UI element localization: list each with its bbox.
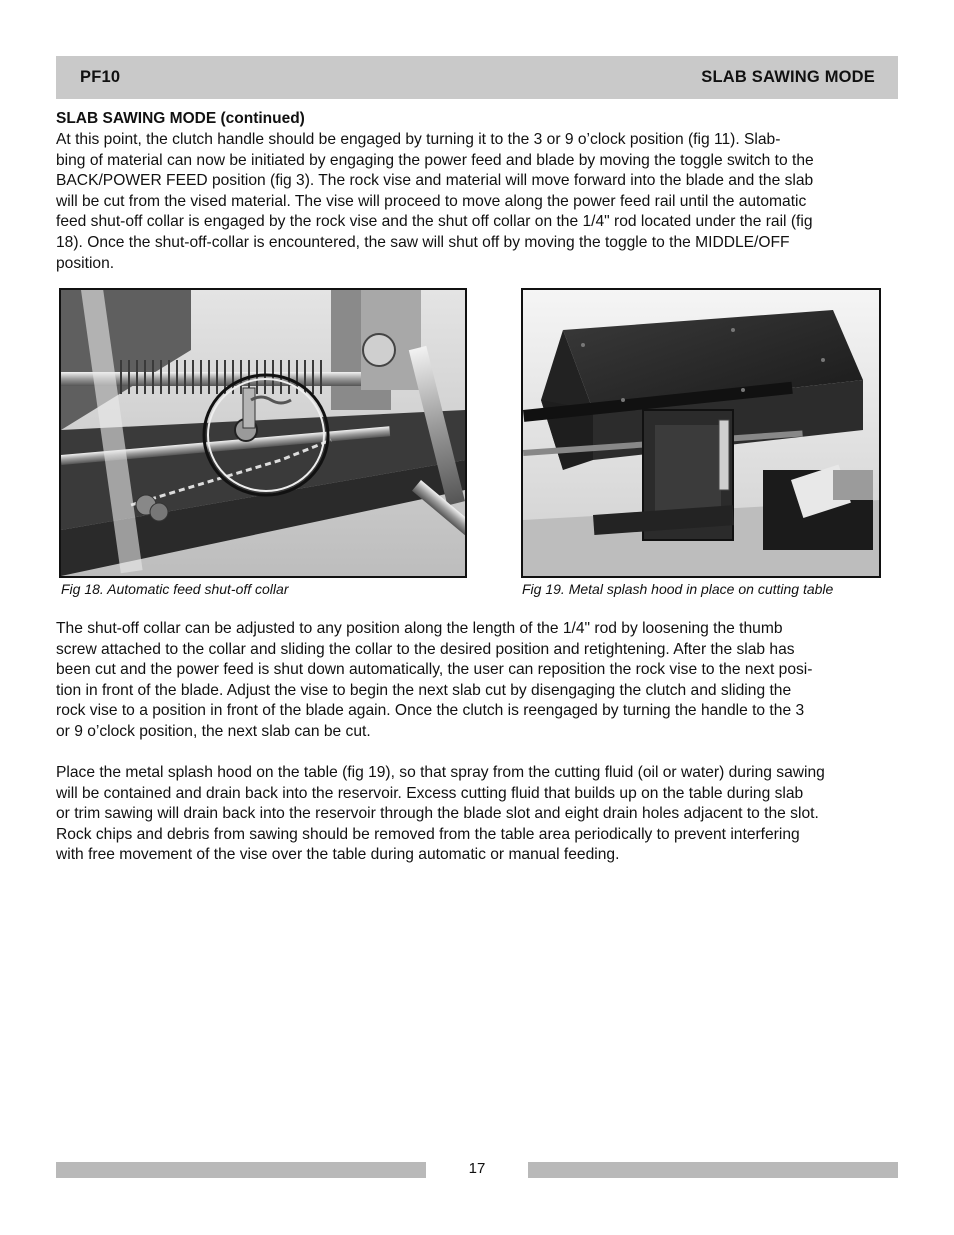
paragraph-line: rock vise to a position in front of the blade again. Once the clutch is reengaged by turning the handle to the 3 — [56, 702, 805, 720]
fig19-photo — [521, 288, 881, 578]
fig18-caption: Fig 18. Automatic feed shut-off collar — [61, 581, 289, 597]
model-label: PF10 — [80, 68, 121, 86]
shut-off-collar-illustration — [61, 290, 465, 576]
paragraph-line: position. — [56, 254, 115, 272]
page-number: 17 — [468, 1160, 486, 1177]
fig18-photo — [59, 288, 467, 578]
splash-hood-illustration — [523, 290, 879, 576]
paragraph-line: 18). Once the shut-off-collar is encountered, the saw will shut off by moving the toggle to the MIDDLE/OFF — [56, 233, 790, 251]
paragraph-line: been cut and the power feed is shut down automatically, the user can reposition the rock vise to the next posi- — [56, 661, 813, 679]
paragraph-line: will be cut from the vised material. The vise will proceed to move along the power feed rail until the automatic — [56, 192, 807, 210]
fig19-caption: Fig 19. Metal splash hood in place on cutting table — [522, 581, 834, 597]
section-header-label: SLAB SAWING MODE — [701, 68, 875, 86]
paragraph-line: tion in front of the blade. Adjust the vise to begin the next slab cut by disengaging the clutch and sliding the — [56, 681, 792, 699]
section-title: SLAB SAWING MODE (continued) — [56, 110, 305, 127]
paragraph-line: will be contained and drain back into the reservoir. Excess cutting fluid that builds up on the table during slab — [56, 784, 804, 802]
page-header-bar — [56, 56, 898, 99]
footer-bar-right — [528, 1162, 898, 1178]
paragraph-1 — [56, 130, 898, 274]
paragraph-line: Place the metal splash hood on the table (fig 19), so that spray from the cutting fluid (oil or water) during sawing — [56, 764, 825, 781]
paragraph-line: with free movement of the vise over the table during automatic or manual feeding. — [56, 846, 620, 864]
paragraph-line: Rock chips and debris from sawing should be removed from the table area periodically to prevent interfering — [56, 825, 800, 843]
paragraph-3 — [56, 763, 898, 866]
paragraph-line: At this point, the clutch handle should be engaged by turning it to the 3 or 9 o’clock position (fig 11). Slab- — [56, 131, 781, 148]
paragraph-line: bing of material can now be initiated by engaging the power feed and blade by moving the toggle switch to the — [56, 151, 814, 169]
paragraph-line: feed shut-off collar is engaged by the rock vise and the shut off collar on the 1/4" rod located under the rail (fig — [56, 213, 813, 231]
paragraph-line: or 9 o’clock position, the next slab can be cut. — [56, 722, 371, 740]
footer-bar-left — [56, 1162, 426, 1178]
paragraph-line: The shut-off collar can be adjusted to any position along the length of the 1/4" rod by loosening the thumb — [56, 620, 783, 637]
paragraph-2 — [56, 619, 898, 743]
paragraph-line: BACK/POWER FEED position (fig 3). The rock vise and material will move forward into the blade and the slab — [56, 172, 814, 190]
paragraph-line: screw attached to the collar and sliding the collar to the desired position and retightening. After the slab has — [56, 640, 795, 658]
paragraph-line: or trim sawing will drain back into the reservoir through the blade slot and eight drain holes adjacent to the slot. — [56, 805, 819, 823]
